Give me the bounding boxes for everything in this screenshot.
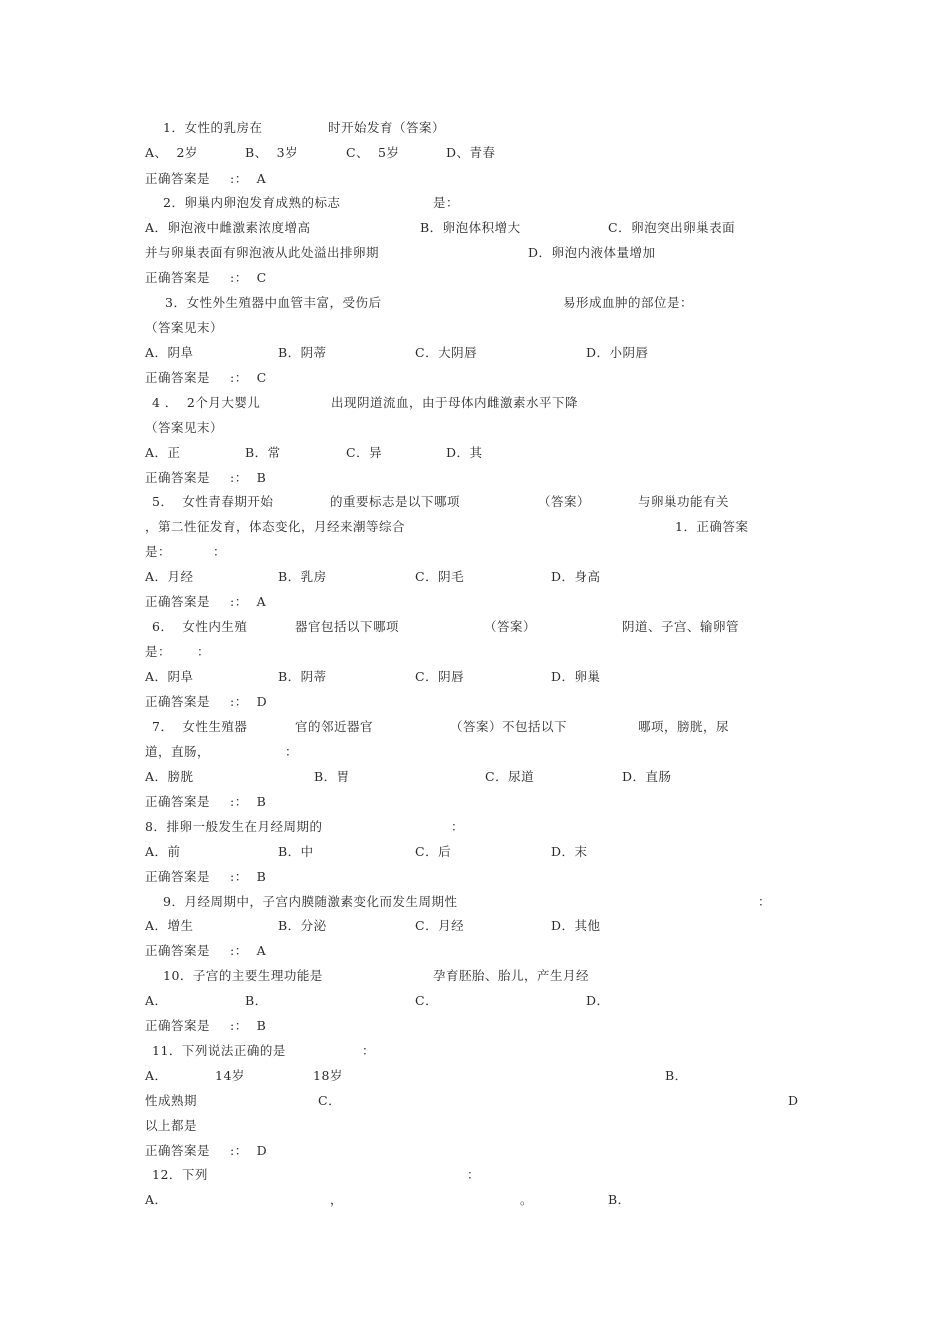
text-segment: 正确答案是 (145, 869, 211, 884)
text-segment: B．分泌 (278, 918, 327, 933)
text-line (0, 1165, 950, 1185)
text-line (0, 642, 950, 662)
text-segment: B．中 (278, 844, 314, 859)
text-segment: D．其 (446, 445, 483, 460)
text-segment: A、 2岁 (145, 145, 198, 160)
text-segment: A． (145, 1192, 168, 1207)
text-segment: A．膀胱 (145, 769, 194, 784)
text-line (0, 617, 950, 637)
text-line (0, 592, 950, 612)
text-segment: 出现阴道流血，由于母体内雌激素水平下降 (331, 395, 579, 410)
text-line (0, 517, 950, 537)
text-line (0, 268, 950, 288)
text-segment: 18岁 (313, 1068, 343, 1083)
text-segment: C．后 (415, 844, 452, 859)
text-segment: :： D (230, 1143, 268, 1158)
text-segment: A．正 (145, 445, 181, 460)
text-segment: B、 3岁 (245, 145, 299, 160)
text-segment: 是： (433, 195, 460, 210)
text-segment: C．阴毛 (415, 569, 465, 584)
text-segment: C．异 (346, 445, 383, 460)
text-segment: C．卵泡突出卵巢表面 (608, 220, 736, 235)
text-segment: 正确答案是 (145, 694, 211, 709)
text-segment: D．卵巢 (551, 669, 601, 684)
text-segment: 时开始发育（答案） (328, 120, 446, 135)
text-line (0, 567, 950, 587)
text-segment: A．增生 (145, 918, 194, 933)
text-line (0, 892, 950, 912)
text-segment: 12．下列 (152, 1167, 208, 1182)
text-segment: 正确答案是 (145, 1018, 211, 1033)
text-segment: ，第二性征发育，体态变化，月经来潮等综合 (145, 519, 406, 534)
text-line (0, 792, 950, 812)
text-segment: 器官包括以下哪项 (295, 619, 400, 634)
text-segment: B．阴蒂 (278, 345, 327, 360)
text-line (0, 418, 950, 438)
text-segment: :： C (230, 370, 267, 385)
text-line (0, 842, 950, 862)
text-segment: D．卵泡内液体量增加 (528, 245, 656, 260)
text-line (0, 1041, 950, 1061)
text-segment: （答案）不包括以下 (450, 719, 568, 734)
text-segment: A．月经 (145, 569, 194, 584)
text-segment: D．其他 (551, 918, 601, 933)
text-segment: :： A (230, 594, 267, 609)
text-segment: D (788, 1093, 799, 1108)
text-segment: :： B (230, 1018, 267, 1033)
text-segment: 6． 女性内生殖 (152, 619, 248, 634)
text-line (0, 1116, 950, 1136)
text-segment: C．大阴唇 (415, 345, 478, 360)
text-segment: 正确答案是 (145, 943, 211, 958)
text-segment: B．阴蒂 (278, 669, 327, 684)
text-line (0, 143, 950, 163)
text-segment: 道，直肠， (145, 744, 211, 759)
text-segment: 是： (145, 544, 172, 559)
text-segment: 性成熟期 (145, 1093, 198, 1108)
text-segment: 是： (145, 644, 172, 659)
text-line (0, 443, 950, 463)
text-line (0, 1190, 950, 1210)
text-line (0, 1066, 950, 1086)
text-line (0, 218, 950, 238)
text-line (0, 118, 950, 138)
text-segment: 正确答案是 (145, 1143, 211, 1158)
text-segment: C．月经 (415, 918, 465, 933)
text-segment: （答案） (484, 619, 537, 634)
text-segment: 正确答案是 (145, 171, 211, 186)
text-segment: 正确答案是 (145, 594, 211, 609)
text-line (0, 916, 950, 936)
text-segment: 4 ． 2个月大婴儿 (152, 395, 261, 410)
text-segment: A．前 (145, 844, 181, 859)
text-line (0, 169, 950, 189)
text-segment: （答案见末） (145, 420, 224, 435)
text-segment: 8．排卵一般发生在月经周期的 (145, 819, 323, 834)
text-line (0, 742, 950, 762)
text-segment: A．卵泡液中雌激素浓度增高 (145, 220, 311, 235)
text-line (0, 542, 950, 562)
text-segment: ： (285, 744, 299, 759)
text-segment: 9．月经周期中，子宫内膜随激素变化而发生周期性 (163, 894, 458, 909)
text-segment: 10．子宫的主要生理功能是 (163, 968, 323, 983)
text-line (0, 667, 950, 687)
text-line (0, 991, 950, 1011)
text-segment: C．阴唇 (415, 669, 465, 684)
text-segment: 5． 女性青春期开始 (152, 494, 274, 509)
text-segment: ： (467, 1167, 481, 1182)
text-segment: A．阴阜 (145, 345, 194, 360)
text-segment: 阴道、子宫、输卵管 (622, 619, 740, 634)
text-segment: 14岁 (215, 1068, 245, 1083)
text-segment: 3．女性外生殖器中血管丰富，受伤后 (165, 295, 382, 310)
text-segment: C． (318, 1093, 342, 1108)
text-segment: （答案） (538, 494, 591, 509)
text-segment: C、 5岁 (346, 145, 400, 160)
text-segment: ， (330, 1192, 344, 1207)
text-segment: :： B (230, 869, 267, 884)
text-segment: D．直肠 (622, 769, 672, 784)
text-segment: D、青春 (446, 145, 496, 160)
text-segment: B． (665, 1068, 688, 1083)
text-segment: B．乳房 (278, 569, 327, 584)
text-line (0, 293, 950, 313)
text-segment: 并与卵巢表面有卵泡液从此处溢出排卵期 (145, 245, 380, 260)
text-segment: A． (145, 993, 168, 1008)
text-segment: :： D (230, 694, 268, 709)
text-line (0, 1091, 950, 1111)
text-line (0, 468, 950, 488)
text-segment: 正确答案是 (145, 794, 211, 809)
text-segment: ： (213, 544, 227, 559)
text-segment: 孕育胚胎、胎儿，产生月经 (433, 968, 590, 983)
text-line (0, 318, 950, 338)
text-segment: 与卵巢功能有关 (638, 494, 730, 509)
text-line (0, 1016, 950, 1036)
text-segment: C． (415, 993, 439, 1008)
text-segment: 正确答案是 (145, 270, 211, 285)
text-line (0, 692, 950, 712)
text-segment: D．身高 (551, 569, 601, 584)
text-segment: B．常 (245, 445, 281, 460)
text-line (0, 817, 950, 837)
text-line (0, 243, 950, 263)
text-line (0, 966, 950, 986)
text-segment: 官的邻近器官 (295, 719, 374, 734)
text-segment: 正确答案是 (145, 470, 211, 485)
text-line (0, 767, 950, 787)
text-segment: B．胃 (314, 769, 350, 784)
text-line (0, 492, 950, 512)
text-segment: B． (245, 993, 268, 1008)
text-segment: （答案见末） (145, 320, 224, 335)
text-segment: 的重要标志是以下哪项 (330, 494, 461, 509)
text-line (0, 867, 950, 887)
text-segment: ： (362, 1043, 376, 1058)
text-segment: ： (758, 894, 772, 909)
text-segment: 易形成血肿的部位是： (563, 295, 694, 310)
text-segment: 哪项，膀胱，尿 (638, 719, 730, 734)
text-segment: ： (197, 644, 211, 659)
text-segment: 7． 女性生殖器 (152, 719, 248, 734)
text-segment: D．小阴唇 (586, 345, 649, 360)
text-segment: B．卵泡体积增大 (420, 220, 521, 235)
text-segment: 正确答案是 (145, 370, 211, 385)
text-line (0, 717, 950, 737)
text-segment: 以上都是 (145, 1118, 198, 1133)
text-line (0, 368, 950, 388)
text-segment: D．末 (551, 844, 588, 859)
text-segment: 11．下列说法正确的是 (152, 1043, 286, 1058)
text-line (0, 393, 950, 413)
text-segment: A．阴阜 (145, 669, 194, 684)
text-line (0, 1141, 950, 1161)
text-segment: D． (586, 993, 610, 1008)
text-segment: :： C (230, 270, 267, 285)
text-segment: 1．正确答案 (675, 519, 749, 534)
text-segment: :： A (230, 171, 267, 186)
text-segment: 1．女性的乳房在 (163, 120, 263, 135)
text-line (0, 941, 950, 961)
text-segment: 。 (520, 1192, 534, 1207)
text-segment: C．尿道 (485, 769, 535, 784)
text-segment: B． (608, 1192, 631, 1207)
text-segment: ： (451, 819, 465, 834)
text-segment: A． (145, 1068, 168, 1083)
text-line (0, 193, 950, 213)
text-segment: :： B (230, 470, 267, 485)
text-segment: :： B (230, 794, 267, 809)
text-line (0, 343, 950, 363)
text-segment: 2．卵巢内卵泡发育成熟的标志 (163, 195, 341, 210)
text-segment: :： A (230, 943, 267, 958)
